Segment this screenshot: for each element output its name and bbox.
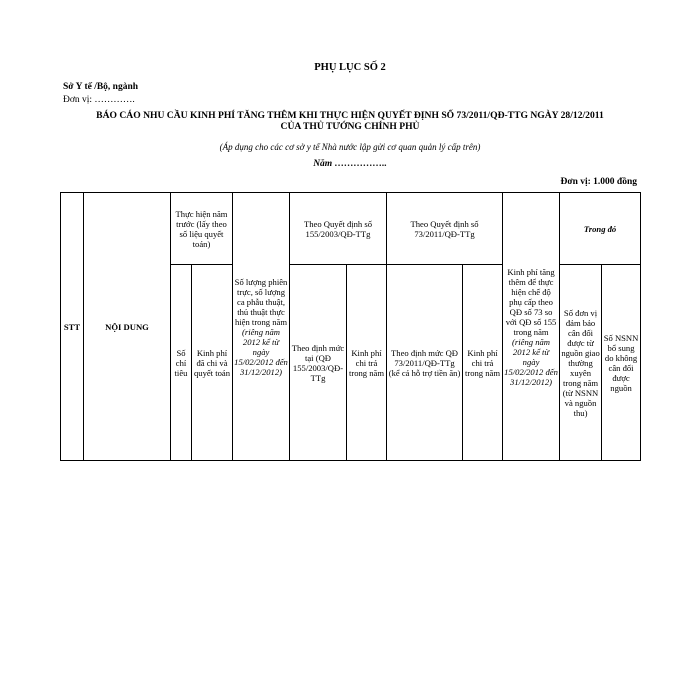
ministry-label: Sở Y tế /Bộ, ngành <box>63 82 139 92</box>
header-thuc-hien-nam-truoc: Thực hiện năm trước (lấy theo số liệu quyết toán) <box>171 193 233 265</box>
header-chi-tra-155: Kinh phí chi trả trong năm <box>347 265 387 461</box>
report-year: Năm …………….. <box>313 159 387 169</box>
report-title-line-2: CỦA THỦ TƯỚNG CHÍNH PHỦ <box>280 121 420 132</box>
header-kinh-phi-da-chi: Kinh phí đã chi và quyết toán <box>192 265 233 461</box>
header-tang-them-text: Kinh phí tăng thêm để thực hiện chế độ phụ cấp theo QĐ số 73 so với QĐ số 155 trong năm <box>505 266 557 337</box>
header-so-luong-text: Số lượng phiên trực, số lượng ca phẫu thuật, thủ thuật thực hiện trong năm <box>234 276 288 327</box>
report-title <box>40 110 660 132</box>
report-title-line-1: BÁO CÁO NHU CẦU KINH PHÍ TĂNG THÊM KHI THỰC HIỆN QUYẾT ĐỊNH SỐ 73/2011/QĐ-TTG NGÀY 28/12/2011 <box>96 110 604 121</box>
header-stt: STT <box>61 193 84 461</box>
header-trong-do: Trong đó <box>560 193 641 265</box>
header-so-luong-note: (riêng năm 2012 kể từ ngày 15/02/2012 đến 31/12/2012) <box>234 326 288 377</box>
header-dinh-muc-73: Theo định mức QĐ 73/2011/QĐ-TTg (kể cả hỗ trợ tiền ăn) <box>387 265 463 461</box>
header-kinh-phi-tang-them <box>503 193 560 461</box>
unit-name-label: Đơn vị: …………. <box>63 95 135 105</box>
report-subtitle: (Áp dụng cho các cơ sở y tế Nhà nước lập gửi cơ quan quản lý cấp trên) <box>219 142 481 152</box>
header-dinh-muc-155: Theo định mức tại (QĐ 155/2003/QĐ-TTg <box>290 265 347 461</box>
header-chi-tra-73: Kinh phí chi trả trong năm <box>463 265 503 461</box>
header-theo-qd-73: Theo Quyết định số 73/2011/QĐ-TTg <box>387 193 503 265</box>
header-so-luong <box>233 193 290 461</box>
header-so-nsnn-bo-sung: Số NSNN bổ sung do không cân đối được nguồn <box>602 265 641 461</box>
header-theo-qd-155: Theo Quyết định số 155/2003/QĐ-TTg <box>290 193 387 265</box>
header-noi-dung: NỘI DUNG <box>84 193 171 461</box>
report-table <box>60 192 641 461</box>
header-tang-them-note: (riêng năm 2012 kể từ ngày 15/02/2012 đến 31/12/2012) <box>504 336 558 387</box>
appendix-title: PHỤ LỤC SỐ 2 <box>314 62 386 73</box>
header-so-don-vi-can-doi: Số đơn vị đảm bảo cân đối được từ nguồn giao thường xuyên trong năm (từ NSNN và nguồn thu) <box>560 265 602 461</box>
currency-unit: Đơn vị: 1.000 đồng <box>560 177 637 187</box>
header-so-chi-tieu: Số chỉ tiêu <box>171 265 192 461</box>
